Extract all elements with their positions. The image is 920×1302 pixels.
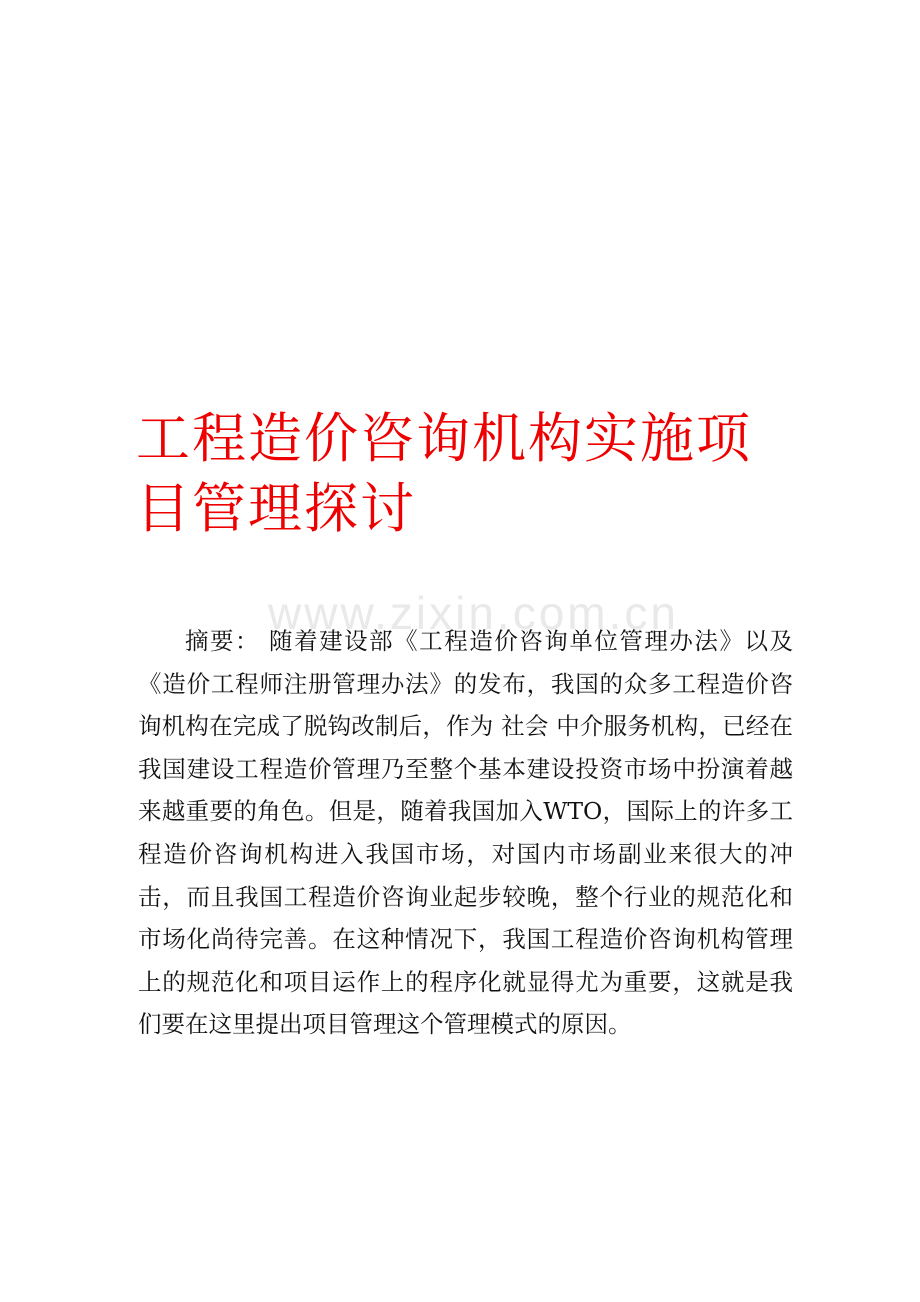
- abstract-paragraph: 摘要： 随着建设部《工程造价咨询单位管理办法》以及《造价工程师注册管理办法》的发布，我国的众多工程造价咨询机构在完成了脱钩改制后，作为 社会 中介服务机构，已经在我国建设工程造价管理乃至整个基本建设投资市场中扮演着越来越重要的角色。但是，随着我国加入WTO，国际上的许多工程造价咨询机构进入我国市场，对国内市场副业来很大的冲击，而且我国工程造价咨询业起步较晚，整个行业的规范化和市场化尚待完善。在这种情况下，我国工程造价咨询机构管理上的规范化和项目运作上的程序化就显得尤为重要，这就是我们要在这里提出项目管理这个管理模式的原因。: [138, 627, 793, 1039]
- document-title: 工程造价咨询机构实施项目管理探讨: [136, 407, 752, 540]
- watermark: www.zixin.com.cn: [268, 587, 679, 639]
